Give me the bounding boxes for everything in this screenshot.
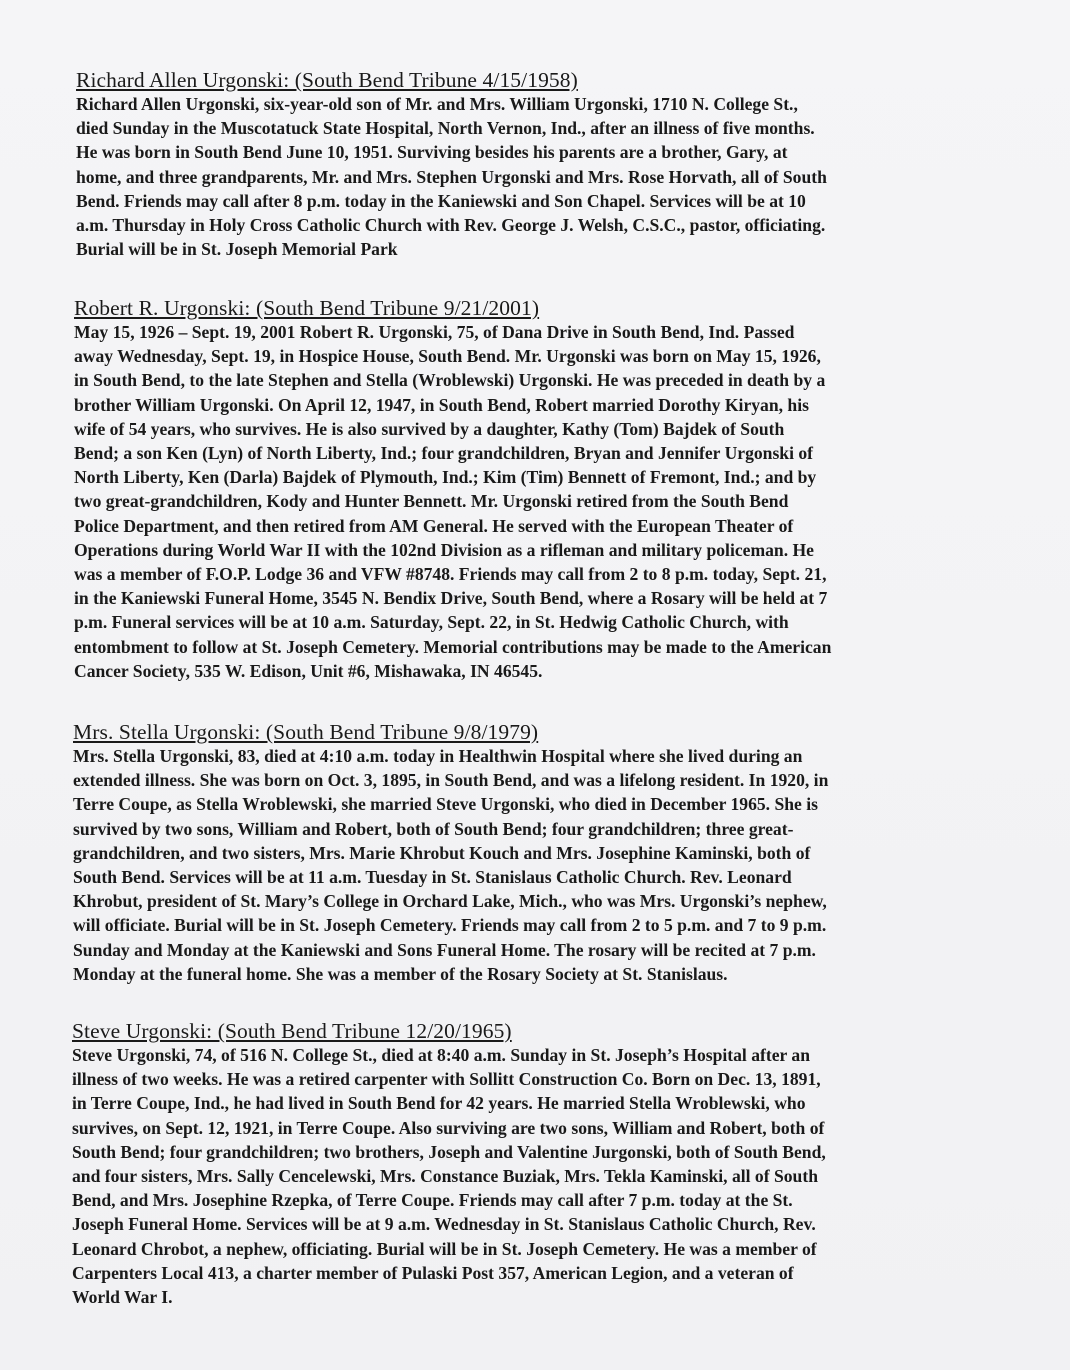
- obituary-line: Burial will be in St. Joseph Memorial Park: [76, 239, 398, 260]
- obituary-body: [72, 1043, 982, 1309]
- obituary-body: [76, 92, 986, 261]
- obituary-line: Sunday and Monday at the Kaniewski and Sons Funeral Home. The rosary will be recited at 7 p.m.: [73, 939, 816, 960]
- obituary-richard-allen-urgonski: [76, 68, 986, 261]
- obituary-line: will officiate. Burial will be in St. Joseph Cemetery. Friends may call from 2 to 5 p.m. and 7 to 9 p.m.: [73, 915, 827, 936]
- obituary-line: May 15, 1926 – Sept. 19, 2001 Robert R. Urgonski, 75, of Dana Drive in South Bend, Ind. Passed: [74, 322, 795, 342]
- obituary-line: South Bend. Services will be at 11 a.m. Tuesday in St. Stanislaus Catholic Church. Rev. Leonard: [73, 867, 792, 888]
- obituary-line: Carpenters Local 413, a charter member of Pulaski Post 357, American Legion, and a veteran of: [72, 1262, 794, 1283]
- obituary-title: Robert R. Urgonski: (South Bend Tribune 9/21/2001): [74, 296, 540, 320]
- obituary-robert-r-urgonski: [74, 296, 984, 683]
- obituary-line: was a member of F.O.P. Lodge 36 and VFW #8748. Friends may call from 2 to 8 p.m. today, Sept. 21,: [74, 564, 827, 585]
- obituary-title: Mrs. Stella Urgonski: (South Bend Tribune 9/8/1979): [73, 720, 539, 744]
- obituary-line: home, and three grandparents, Mr. and Mrs. Stephen Urgonski and Mrs. Rose Horvath, all of South: [76, 166, 827, 187]
- obituary-line: World War I.: [72, 1287, 173, 1308]
- obituary-line: Khrobut, president of St. Mary’s College in Orchard Lake, Mich., who was Mrs. Urgonski’s nephew,: [73, 891, 827, 912]
- obituary-line: in South Bend, to the late Stephen and Stella (Wroblewski) Urgonski. He was preceded in death by a: [74, 370, 826, 391]
- obituary-line: Bend; a son Ken (Lyn) of North Liberty, Ind.; four grandchildren, Bryan and Jennifer Urgonski of: [74, 443, 814, 464]
- obituary-line: and four sisters, Mrs. Sally Cencelewski, Mrs. Constance Buziak, Mrs. Tekla Kaminski, all of South: [72, 1166, 818, 1187]
- obituary-line: Mrs. Stella Urgonski, 83, died at 4:10 a.m. today in Healthwin Hospital where she lived during an: [73, 746, 803, 766]
- obituary-line: extended illness. She was born on Oct. 3, 1895, in South Bend, and was a lifelong resident. In 1920, in: [73, 770, 829, 791]
- obituary-line: South Bend; four grandchildren; two brothers, Joseph and Valentine Jurgonski, both of South Bend,: [72, 1141, 826, 1162]
- obituary-body: [74, 320, 984, 683]
- obituary-line: illness of two weeks. He was a retired carpenter with Sollitt Construction Co. Born on Dec. 13, 1891,: [72, 1069, 821, 1090]
- obituary-line: Operations during World War II with the 102nd Division as a rifleman and military policeman. He: [74, 539, 814, 560]
- obituary-line: He was born in South Bend June 10, 1951. Surviving besides his parents are a brother, Gary, at: [76, 142, 788, 163]
- obituary-line: in Terre Coupe, Ind., he had lived in South Bend for 42 years. He married Stella Wroblewski, who: [72, 1093, 806, 1114]
- obituary-line: Joseph Funeral Home. Services will be at 9 a.m. Wednesday in St. Stanislaus Catholic Church, Rev.: [72, 1214, 816, 1235]
- obituary-line: North Liberty, Ken (Darla) Bajdek of Plymouth, Ind.; Kim (Tim) Bennett of Fremont, Ind.; and by: [74, 467, 817, 488]
- obituary-line: away Wednesday, Sept. 19, in Hospice House, South Bend. Mr. Urgonski was born on May 15, 1926,: [74, 346, 821, 367]
- obituary-steve-urgonski: [72, 1019, 982, 1309]
- obituary-title: Steve Urgonski: (South Bend Tribune 12/20/1965): [72, 1019, 512, 1043]
- obituary-line: Richard Allen Urgonski, six-year-old son of Mr. and Mrs. William Urgonski, 1710 N. College St.,: [76, 94, 798, 114]
- obituary-line: survives, on Sept. 12, 1921, in Terre Coupe. Also surviving are two sons, William and Robert, both of: [72, 1117, 825, 1138]
- obituary-line: two great-grandchildren, Kody and Hunter Bennett. Mr. Urgonski retired from the South Bend: [74, 491, 789, 512]
- obituary-line: wife of 54 years, who survives. He is also survived by a daughter, Kathy (Tom) Bajdek of South: [74, 418, 785, 439]
- obituary-body: [73, 744, 983, 986]
- obituary-line: entombment to follow at St. Joseph Cemetery. Memorial contributions may be made to the American: [74, 636, 832, 657]
- obituary-line: Cancer Society, 535 W. Edison, Unit #6, Mishawaka, IN 46545.: [74, 660, 543, 681]
- obituary-line: brother William Urgonski. On April 12, 1947, in South Bend, Robert married Dorothy Kiryan, his: [74, 394, 809, 415]
- obituary-line: died Sunday in the Muscotatuck State Hospital, North Vernon, Ind., after an illness of five months.: [76, 118, 815, 139]
- obituary-line: Monday at the funeral home. She was a member of the Rosary Society at St. Stanislaus.: [73, 963, 728, 984]
- obituary-line: grandchildren, and two sisters, Mrs. Marie Khrobut Kouch and Mrs. Josephine Kaminski, both of: [73, 842, 811, 863]
- obituary-line: survived by two sons, William and Robert, both of South Bend; four grandchildren; three great-: [73, 818, 794, 839]
- obituary-line: a.m. Thursday in Holy Cross Catholic Church with Rev. George J. Welsh, C.S.C., pastor, officiating.: [76, 215, 826, 236]
- obituary-line: in the Kaniewski Funeral Home, 3545 N. Bendix Drive, South Bend, where a Rosary will be held at 7: [74, 588, 828, 609]
- obituary-stella-urgonski: [73, 720, 983, 986]
- obituary-line: Police Department, and then retired from AM General. He served with the European Theater of: [74, 515, 794, 536]
- obituary-line: Steve Urgonski, 74, of 516 N. College St., died at 8:40 a.m. Sunday in St. Joseph’s Hospital after an: [72, 1045, 811, 1065]
- obituary-line: Bend, and Mrs. Josephine Rzepka, of Terre Coupe. Friends may call after 7 p.m. today at the St.: [72, 1190, 793, 1211]
- obituary-line: p.m. Funeral services will be at 10 a.m. Saturday, Sept. 22, in St. Hedwig Catholic Church, with: [74, 612, 789, 633]
- obituary-line: Terre Coupe, as Stella Wroblewski, she married Steve Urgonski, who died in December 1965. She is: [73, 794, 818, 815]
- obituary-line: Leonard Chrobot, a nephew, officiating. Burial will be in St. Joseph Cemetery. He was a member of: [72, 1238, 817, 1259]
- obituary-title: Richard Allen Urgonski: (South Bend Tribune 4/15/1958): [76, 68, 578, 92]
- obituary-line: Bend. Friends may call after 8 p.m. today in the Kaniewski and Son Chapel. Services will be at 10: [76, 190, 806, 211]
